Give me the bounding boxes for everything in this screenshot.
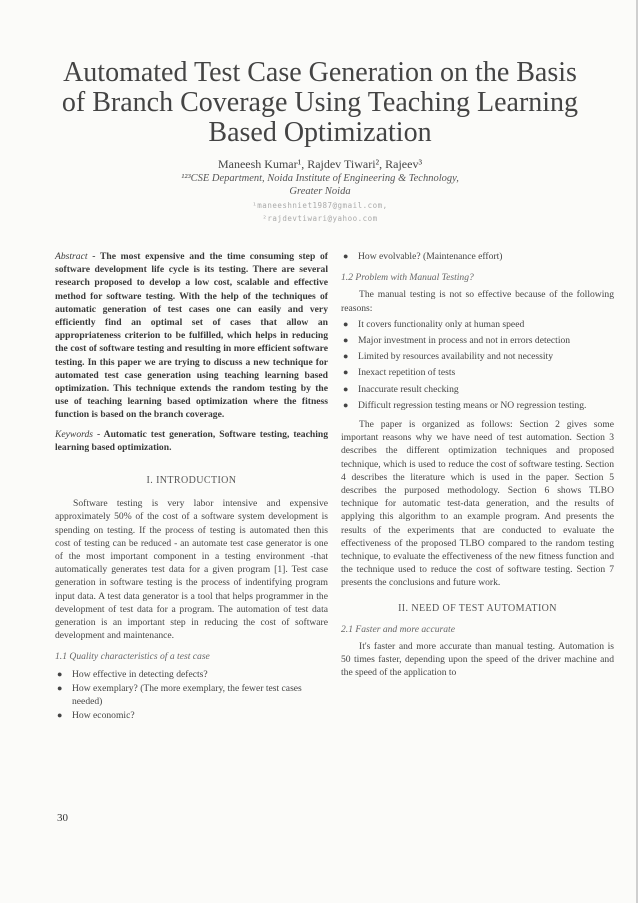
manual-testing-intro: The manual testing is not so effective because of the following reasons:: [341, 289, 614, 314]
bullet-icon: ●: [57, 682, 63, 693]
section-heading-test-automation: II. NEED OF TEST AUTOMATION: [398, 602, 557, 614]
abstract: [55, 250, 328, 422]
author-email-1: ¹maneeshniet1987@gmail.com,: [252, 201, 388, 210]
subsection-heading-faster: 2.1 Faster and more accurate: [341, 623, 455, 635]
bullet-icon: ●: [343, 251, 349, 261]
right-column: [341, 250, 614, 680]
list-item: ● How effective in detecting defects?: [57, 668, 208, 680]
abstract-text: - The most expensive and the time consuming step of software development life cycle is its testing. There are several research proposed to develop a low cost, scalable and effective method for software testing. With the help of the techniques of automatic generation of test cases one can easily and very efficiently find an optimal set of cases that allow an appropriateness criterion to be fulfilled, which helps in reducing the cost of software testing and resulting in more efficient software testing. In this paper we are trying to discuss a new technique for automated test case generation using teaching learning based optimization. This technique extends the random testing by the use of teaching learning based optimization where the fitness function is based on the branch coverage.: [55, 251, 328, 421]
list-item: ● It covers functionality only at human speed: [343, 318, 525, 330]
bullet-icon: ●: [343, 399, 349, 410]
left-column: [55, 250, 328, 724]
keywords-text: - Automatic test generation, Software testing, teaching learning based optimization.: [55, 428, 328, 453]
list-item: ● Inexact repetition of tests: [343, 367, 456, 379]
organization-paragraph: The paper is organized as follows: Section 2 gives some important reasons why we have need of test automation. Section 3 describes the different optimization techniques and proposed technique, which is used to reduce the cost of software testing. Section 4 describes the literature which is used in the paper. Section 5 describes the purposed methodology. Section 6 shows TLBO technique for automatic test-data generation, and the results of applying this algorithm to an example program. And presents the results of the experiments that are conducted to evaluate the effectiveness of the proposed TLBO compared to the random testing technique, to evaluate the effectiveness of the new fitness function and the technique used to reduce the cost of software testing. Section 7 presents the conclusions and future work.: [341, 419, 614, 589]
list-item: ● How economic?: [57, 710, 135, 722]
quality-bullet-list: [55, 668, 328, 723]
paper-title: Automated Test Case Generation on the Basis of Branch Coverage Using Teaching Learning Based Optimization: [61, 57, 579, 148]
bullet-icon: ●: [343, 383, 349, 394]
list-item: ● How evolvable? (Maintenance effort): [343, 251, 503, 262]
subsection-heading-quality: 1.1 Quality characteristics of a test case: [55, 651, 210, 663]
manual-testing-reasons: [341, 318, 614, 412]
quality-bullet-list-continued: [341, 250, 614, 263]
bullet-icon: ●: [343, 367, 349, 378]
abstract-label: Abstract: [55, 251, 88, 262]
faster-paragraph: It's faster and more accurate than manual testing. Automation is 50 times faster, depending upon the speed of the driver machine and the speed of the application to: [341, 641, 614, 679]
author-list: Maneesh Kumar¹, Rajdev Tiwari², Rajeev³: [217, 157, 423, 171]
keywords: [55, 428, 328, 454]
page-number: 30: [57, 812, 68, 824]
list-item: ● Major investment in process and not in errors detection: [343, 335, 571, 347]
bullet-icon: ●: [57, 668, 63, 679]
list-item: ● Limited by resources availability and not necessity: [343, 351, 554, 363]
bullet-icon: ●: [57, 710, 63, 721]
subsection-heading-manual-testing: 1.2 Problem with Manual Testing?: [341, 272, 474, 284]
author-email-2: ²rajdevtiwari@yahoo.com: [262, 214, 378, 223]
list-item: ● Difficult regression testing means or NO regression testing.: [343, 399, 587, 411]
list-item: ● Inaccurate result checking: [343, 383, 459, 395]
section-heading-introduction: I. INTRODUCTION: [146, 475, 237, 487]
bullet-icon: ●: [343, 335, 349, 346]
bullet-icon: ●: [343, 351, 349, 362]
keywords-label: Keywords: [55, 428, 94, 440]
introduction-paragraph: Software testing is very labor intensive and expensive approximately 50% of the cost of a software system development is spending on testing. If the process of testing is automated then this cost of testing can be reduced - an automate test case generator is one of the most important component in a testing environment -that automatically generates test data for a given program [1]. Test case generation in software testing is the process of indentifying program input data. A test data generator is a tool that helps programmer in the development of test data for a program. The automation of test data generation is an important step in reducing the cost of software development and maintenance.: [55, 498, 328, 642]
list-item: ● How exemplary? (The more exemplary, the fewer test cases needed): [57, 682, 302, 708]
bullet-icon: ●: [343, 318, 349, 329]
affiliation: ¹²³CSE Department, Noida Institute of Engineering & Technology, Greater Noida: [181, 173, 459, 197]
